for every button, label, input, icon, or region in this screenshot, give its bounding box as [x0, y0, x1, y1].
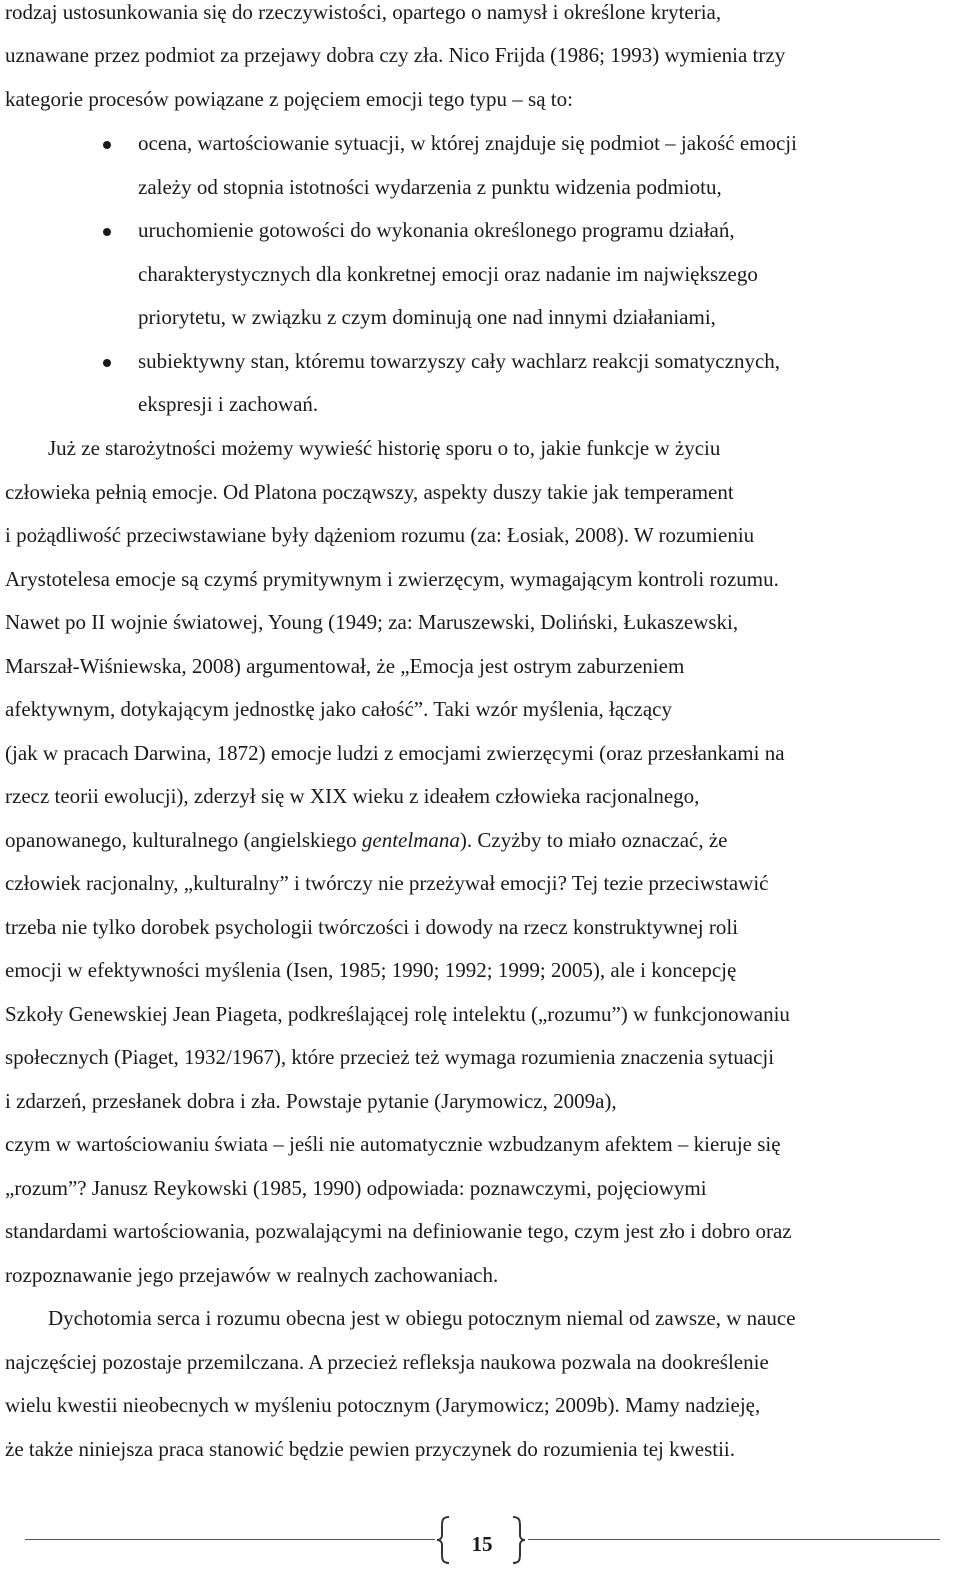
bullet-icon [103, 141, 111, 149]
text-line: najczęściej pozostaje przemilczana. A przecież refleksja naukowa pozwala na dookreślenie [5, 1350, 769, 1374]
text-line: społecznych (Piaget, 1932/1967), które przecież też wymaga rozumienia znaczenia sytuacji [5, 1045, 775, 1069]
text-line: człowiek racjonalny, „kulturalny” i twórczy nie przeżywał emocji? Tej tezie przeciwstawić [5, 871, 769, 895]
footer-rule-left [25, 1539, 435, 1540]
bullet-item-line: ekspresji i zachowań. [138, 392, 319, 416]
text-line: rzecz teorii ewolucji), zderzył się w XIX wieku z ideałem człowieka racjonalnego, [5, 784, 700, 808]
text-line: Arystotelesa emocje są czymś prymitywnym i zwierzęcym, wymagającym kontroli rozumu. [5, 567, 779, 591]
text-line: Marszał-Wiśniewska, 2008) argumentował, że „Emocja jest ostrym zaburzeniem [5, 654, 685, 678]
left-brace-icon [436, 1515, 452, 1565]
text-line: człowieka pełnią emocje. Od Platona począwszy, aspekty duszy takie jak temperament [5, 480, 734, 504]
text-line: (jak w pracach Darwina, 1872) emocje ludzi z emocjami zwierzęcymi (oraz przesłankami na [5, 741, 785, 765]
text-line: wielu kwestii nieobecnych w myśleniu potocznym (Jarymowicz; 2009b). Mamy nadzieję, [5, 1393, 761, 1417]
text-line: rozpoznawanie jego przejawów w realnych zachowaniach. [5, 1263, 499, 1287]
bullet-item-line: zależy od stopnia istotności wydarzenia z punktu widzenia podmiotu, [138, 175, 722, 199]
text-line: trzeba nie tylko dorobek psychologii twórczości i dowody na rzecz konstruktywnej roli [5, 915, 739, 939]
text-line: rodzaj ustosunkowania się do rzeczywistości, opartego o namysł i określone kryteria, [5, 0, 722, 24]
text-line: emocji w efektywności myślenia (Isen, 1985; 1990; 1992; 1999; 2005), ale i koncepcję [5, 958, 737, 982]
footer-rule-right [528, 1539, 940, 1540]
text-line: uznawane przez podmiot za przejawy dobra czy zła. Nico Frijda (1986; 1993) wymienia trzy [5, 43, 786, 67]
text-line: kategorie procesów powiązane z pojęciem emocji tego typu – są to: [5, 87, 573, 111]
paragraph-first-line: Dychotomia serca i rozumu obecna jest w obiegu potocznym niemal od zawsze, w nauce [48, 1306, 796, 1330]
text-line: afektywnym, dotykającym jednostkę jako całość”. Taki wzór myślenia, łączący [5, 697, 672, 721]
text-line: że także niniejsza praca stanowić będzie pewien przyczynek do rozumienia tej kwestii. [5, 1437, 736, 1461]
text-line: i zdarzeń, przesłanek dobra i zła. Powstaje pytanie (Jarymowicz, 2009a), [5, 1089, 617, 1113]
bullet-item-line: priorytetu, w związku z czym dominują one nad innymi działaniami, [138, 305, 716, 329]
text-line: „rozum”? Janusz Reykowski (1985, 1990) odpowiada: poznawczymi, pojęciowymi [5, 1176, 707, 1200]
page-footer [0, 1515, 960, 1575]
text-line: i pożądliwość przeciwstawiane były dążeniom rozumu (za: Łosiak, 2008). W rozumieniu [5, 523, 755, 547]
text-line: czym w wartościowaniu świata – jeśli nie automatycznie wzbudzanym afektem – kieruje się [5, 1132, 781, 1156]
text-line: standardami wartościowania, pozwalającymi na definiowanie tego, czym jest zło i dobro oraz [5, 1219, 792, 1243]
bullet-item-line: subiektywny stan, któremu towarzyszy cały wachlarz reakcji somatycznych, [138, 349, 781, 373]
text-span: ). Czyżby to miało oznaczać, że [459, 828, 728, 852]
bullet-icon [103, 359, 111, 367]
bullet-item-line: charakterystycznych dla konkretnej emocji oraz nadanie im największego [138, 262, 758, 286]
bullet-icon [103, 228, 111, 236]
page-number: 15 [471, 1532, 493, 1556]
bullet-item-line: ocena, wartościowanie sytuacji, w której znajduje się podmiot – jakość emocji [138, 131, 797, 155]
text-line: Nawet po II wojnie światowej, Young (1949; za: Maruszewski, Doliński, Łukaszewski, [5, 610, 739, 634]
text-line: Szkoły Genewskiej Jean Piageta, podkreślającej rolę intelektu („rozumu”) w funkcjonowaniu [5, 1002, 790, 1026]
right-brace-icon [510, 1515, 526, 1565]
text-span: opanowanego, kulturalnego (angielskiego [5, 828, 362, 852]
paragraph-first-line: Już ze starożytności możemy wywieść historię sporu o to, jakie funkcje w życiu [48, 436, 721, 460]
text-line-with-italic [5, 828, 728, 852]
italic-term: gentelmana [361, 828, 460, 852]
bullet-item-line: uruchomienie gotowości do wykonania określonego programu działań, [138, 218, 735, 242]
